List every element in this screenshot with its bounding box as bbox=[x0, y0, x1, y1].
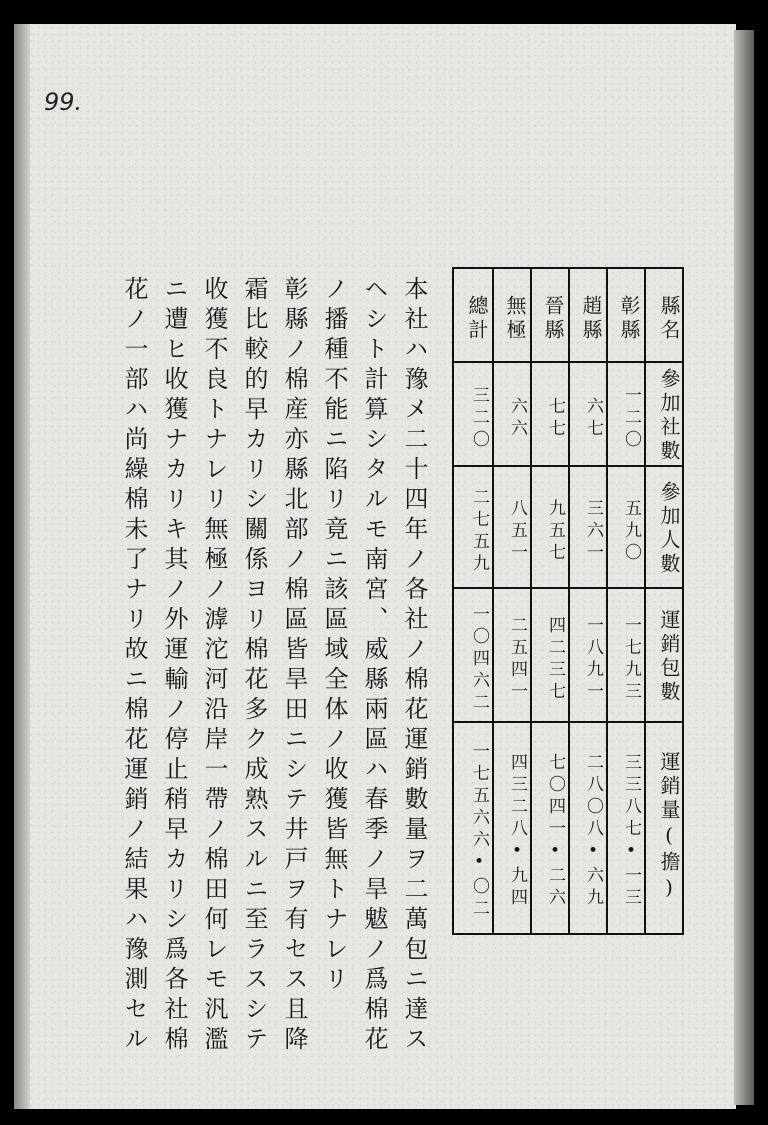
table-cell: 六七 bbox=[583, 397, 603, 441]
table-cell: 三六一 bbox=[583, 499, 603, 565]
text-column: ニ遭ヒ收獲ナカリキ其ノ外運輸ノ停止稍早カリシ爲各社棉 bbox=[160, 276, 188, 1056]
row-header-societies: 參加社數 bbox=[657, 368, 681, 464]
table-cell: 二五四一 bbox=[507, 616, 527, 704]
table-cell: 七〇四一•二六 bbox=[545, 752, 565, 910]
column-name: 無極 bbox=[503, 295, 527, 343]
page-number: 99. bbox=[44, 88, 83, 116]
table-cell: 九五七 bbox=[545, 499, 565, 565]
statistics-table bbox=[452, 267, 684, 935]
table-cell: 二七五九 bbox=[469, 488, 489, 576]
table-cell: 五九〇 bbox=[621, 499, 641, 565]
column-name: 趙縣 bbox=[579, 295, 603, 343]
row-header-county: 縣名 bbox=[657, 295, 681, 343]
column-name: 晉縣 bbox=[541, 295, 565, 343]
table-cell: 七七 bbox=[545, 397, 565, 441]
text-column: ヘシト計算シタルモ南宮、威縣兩區ハ春季ノ旱魃ノ爲棉花 bbox=[360, 276, 388, 1056]
table-cell: 三二〇 bbox=[469, 386, 489, 452]
row-header-volume: 運銷量(擔) bbox=[657, 751, 681, 903]
table-cell: 一七五六六•〇二 bbox=[469, 741, 489, 921]
table-cell: 三三八七•一三 bbox=[621, 752, 641, 910]
text-column: ノ播種不能ニ陷リ竟ニ該區域全体ノ收獲皆無トナレリ bbox=[320, 276, 348, 996]
row-header-bales: 運銷包數 bbox=[657, 609, 681, 705]
text-column: 本社ハ豫メ二十四年ノ各社ノ棉花運銷數量ヲ二萬包ニ達ス bbox=[400, 276, 428, 1056]
table-cell: 八五一 bbox=[507, 499, 527, 565]
table-cell: 一二〇 bbox=[621, 386, 641, 452]
table-cell: 六六 bbox=[507, 397, 527, 441]
text-column: 霜比較的早カリシ關係ヨリ棉花多ク成熟スルニ至ラスシテ bbox=[240, 276, 268, 1056]
column-name: 總計 bbox=[465, 295, 489, 343]
text-column: 收獲不良トナレリ無極ノ滹沱河沿岸一帶ノ棉田何レモ汎濫 bbox=[200, 276, 228, 1056]
row-header-members: 參加人數 bbox=[657, 481, 681, 577]
text-column: 彰縣ノ棉産亦縣北部ノ棉區皆旱田ニシテ井戸ヲ有セス且降 bbox=[280, 276, 308, 1056]
table-cell: 四二三七 bbox=[545, 616, 565, 704]
column-name: 彰縣 bbox=[617, 295, 641, 343]
page-binding-edge bbox=[14, 24, 30, 1109]
text-column: 花ノ一部ハ尚繰棉未了ナリ故ニ棉花運銷ノ結果ハ豫測セル bbox=[120, 276, 148, 1056]
table-cell: 一八九一 bbox=[583, 616, 603, 704]
table-cell: 二八〇八•六九 bbox=[583, 752, 603, 910]
table-cell: 四三二八•九四 bbox=[507, 752, 527, 910]
page-right-edge bbox=[734, 30, 754, 1105]
table-cell: 一〇四六二 bbox=[469, 605, 489, 715]
table-cell: 一七九三 bbox=[621, 616, 641, 704]
